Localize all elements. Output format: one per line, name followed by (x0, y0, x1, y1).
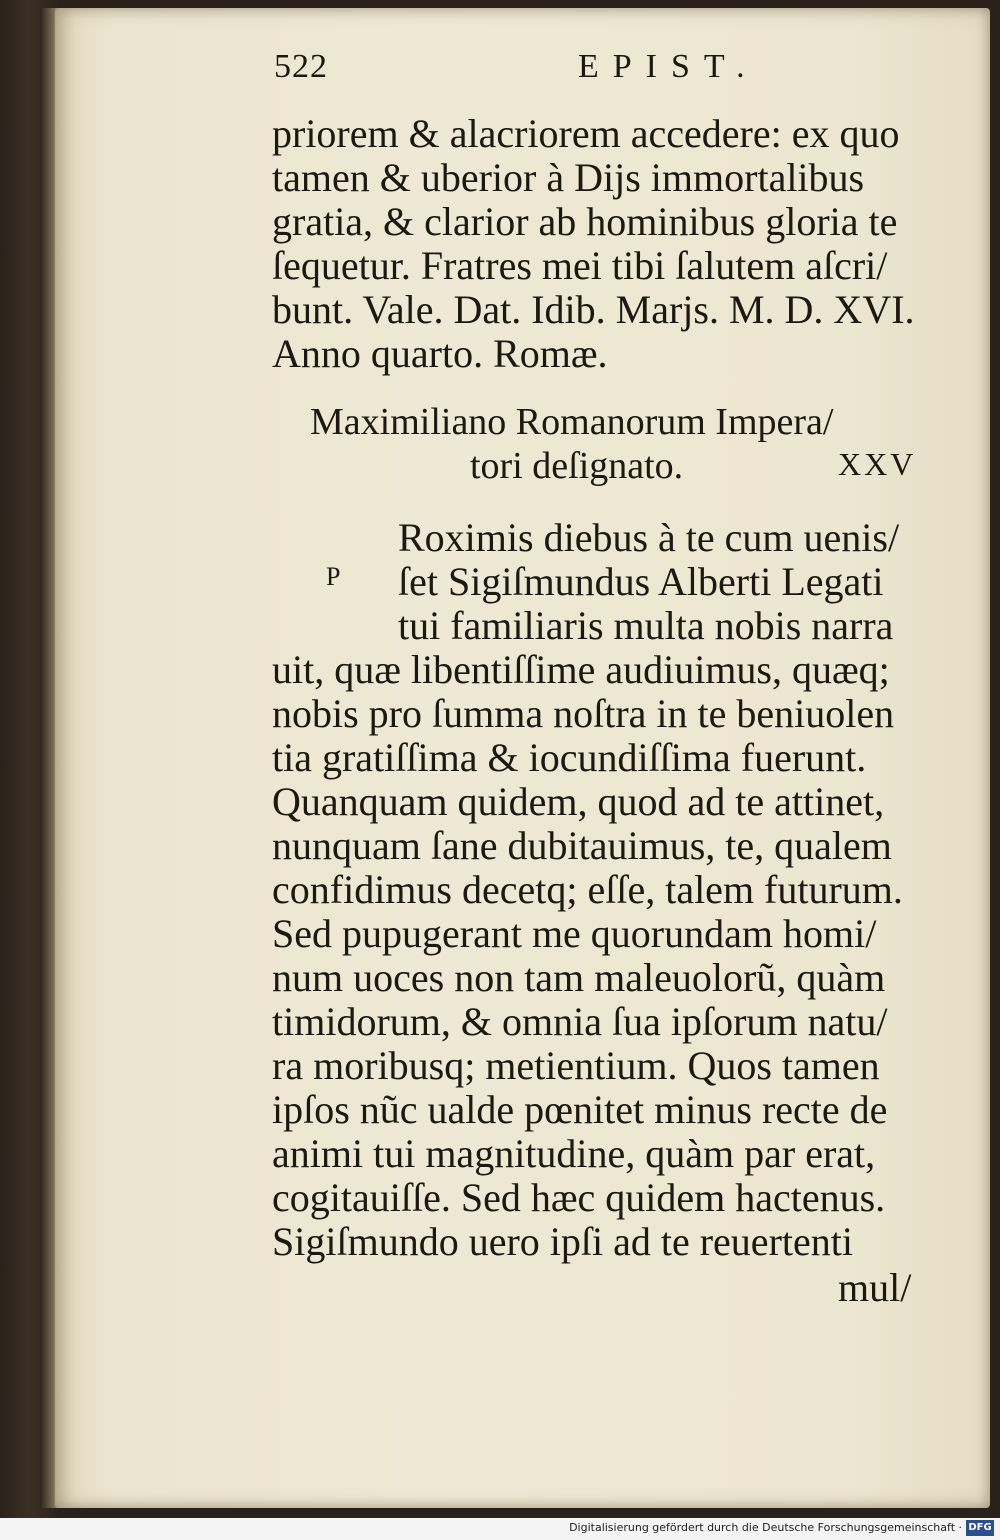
text-line: gratia, & clarior ab hominibus gloria te (272, 199, 898, 244)
text-line: priorem & alacriorem accedere: ex quo (272, 111, 900, 156)
text-line: ſequetur. Fratres mei tibi ſalutem aſcri/ (272, 243, 888, 288)
letter-heading-line1: Maximiliano Romanorum Impera/ (310, 401, 834, 443)
text-line: num uoces non tam maleuolorũ, quàm (272, 955, 886, 1000)
text-line: ra moribusq; metientium. Quos tamen (272, 1043, 880, 1088)
text-line: ſet Sigiſmundus Alberti Legati (398, 559, 884, 604)
letter-heading-line2: tori deſignato. (470, 445, 684, 487)
text-line: bunt. Vale. Dat. Idib. Marjs. M. D. XVI. (272, 287, 915, 332)
text-line: nobis pro ſumma noſtra in te beniuolen (272, 691, 895, 736)
text-line: Roximis diebus à te cum uenis/ (398, 515, 900, 560)
funding-credit: Digitalisierung gefördert durch die Deutsche Forschungsgemeinschaft · (569, 1521, 962, 1534)
digitization-footer (0, 1518, 1000, 1540)
text-line: confidimus decetq; eſſe, talem futurum. (272, 867, 903, 912)
text-line: nunquam ſane dubitauimus, te, qualem (272, 823, 892, 868)
text-line: tamen & uberior à Dijs immortalibus (272, 155, 865, 200)
text-line: cogitauiſſe. Sed hæc quidem hactenus. (272, 1175, 886, 1220)
text-line: timidorum, & omnia ſua ipſorum natu/ (272, 999, 888, 1044)
letter-number: XXV (838, 446, 917, 482)
text-line: Anno quarto. Romæ. (272, 331, 608, 376)
text-line: Quanquam quidem, quod ad te attinet, (272, 779, 885, 824)
catchword: mul/ (838, 1265, 912, 1310)
page-number: 522 (274, 48, 328, 85)
text-line: tui familiaris multa nobis narra (398, 603, 894, 648)
running-title: EPIST. (578, 48, 759, 85)
dfg-logo: DFG (966, 1520, 994, 1536)
drop-cap-guide-letter: P (326, 562, 341, 591)
text-line: Sigiſmundo uero ipſi ad te reuertenti (272, 1219, 853, 1264)
text-line: uit, quæ libentiſſime audiuimus, quæq; (272, 647, 890, 692)
text-line: tia gratiſſima & iocundiſſima fuerunt. (272, 735, 867, 780)
text-line: Sed pupugerant me quorundam homi/ (272, 911, 877, 956)
text-line: ipſos nũc ualde pœnitet minus recte de (272, 1087, 888, 1132)
text-line: animi tui magnitudine, quàm par erat, (272, 1131, 876, 1176)
